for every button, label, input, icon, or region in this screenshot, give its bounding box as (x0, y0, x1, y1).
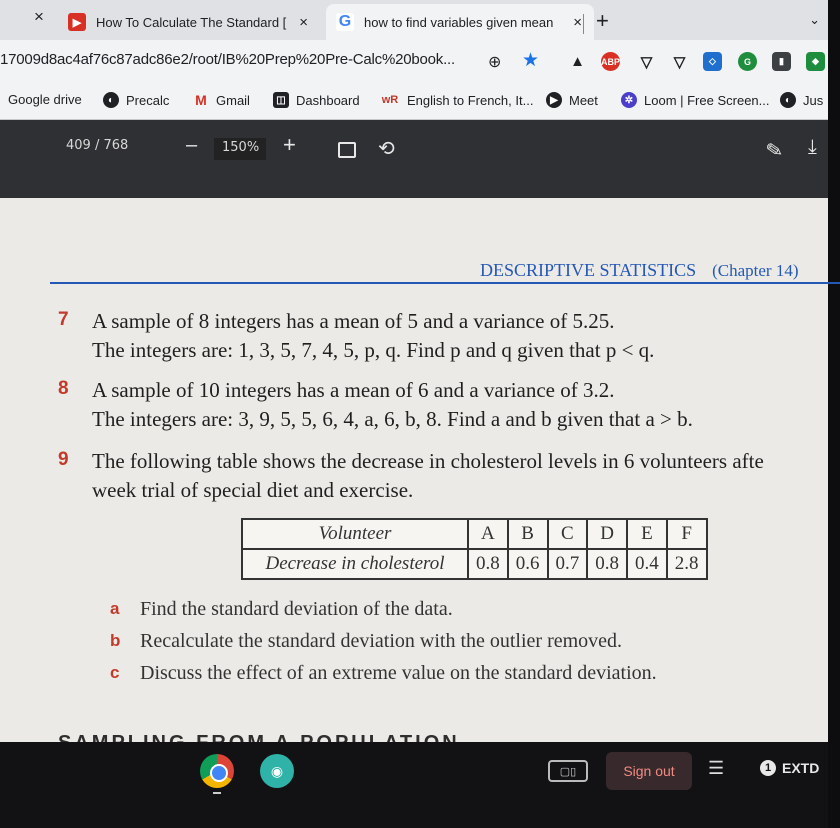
tab-divider (583, 14, 584, 34)
shield-extension-icon[interactable]: ▽ (670, 52, 689, 71)
screen-capture-icon[interactable]: ▢▯ (548, 760, 588, 782)
info-icon: 1 (760, 760, 776, 776)
table-row (242, 519, 707, 549)
table-cell: 0.8 (468, 549, 508, 579)
extd-status[interactable] (760, 760, 819, 776)
question-7-line-2: The integers are: 1, 3, 5, 7, 4, 5, p, q. Find p and q given that p < q. (92, 338, 655, 362)
youtube-icon: ▶ (68, 13, 86, 31)
cholesterol-table (241, 518, 708, 580)
question-9-line-2: week trial of special diet and exercise. (92, 478, 414, 502)
table-cell: 0.8 (587, 549, 627, 579)
subpart-b-text: Recalculate the standard deviation with the outlier removed. (140, 630, 623, 652)
close-icon[interactable]: × (34, 7, 44, 26)
precalc-icon: ◐ (103, 92, 119, 108)
table-row-header: Decrease in cholesterol (242, 549, 468, 579)
meet-icon: ▶ (546, 92, 562, 108)
table-cell: A (468, 519, 508, 549)
question-number: 9 (58, 449, 69, 470)
wordreference-icon: wR (381, 94, 399, 106)
os-shelf (0, 742, 828, 828)
header-rule (50, 282, 840, 284)
bookmark-wordreference[interactable]: wR English to French, It... (381, 92, 534, 108)
table-row (242, 549, 707, 579)
bookmark-loom[interactable]: ✲ Loom | Free Screen... (621, 92, 770, 108)
table-cell: 0.6 (508, 549, 548, 579)
subpart-letter: b (110, 631, 121, 650)
tab-close-icon[interactable]: × (299, 13, 308, 31)
zoom-icon[interactable]: ⊕ (488, 54, 502, 71)
tab-title: How To Calculate The Standard [ (96, 14, 287, 30)
running-indicator (213, 792, 221, 794)
fit-page-icon[interactable] (338, 142, 356, 158)
url-field[interactable]: 17009d8ac4af76c87adc86e2/root/IB%20Prep%20Pre-Calc%20book... (0, 51, 455, 68)
bookmark-google-drive[interactable]: Google drive (8, 92, 82, 107)
tab-find-variables[interactable] (326, 4, 594, 40)
bookmarks-bar (0, 84, 828, 120)
question-7-line-1: A sample of 8 integers has a mean of 5 and a variance of 5.25. (92, 309, 615, 333)
drive-extension-icon[interactable]: ▲ (568, 52, 587, 71)
docs-extension-icon[interactable]: ◇ (703, 52, 722, 71)
bookmark-gmail[interactable]: M Gmail (193, 92, 250, 108)
tab-close-icon[interactable]: × (573, 13, 582, 31)
table-cell: 2.8 (667, 549, 707, 579)
rotate-icon[interactable]: ⟲ (378, 138, 395, 160)
table-cell: D (587, 519, 627, 549)
subpart-a-text: Find the standard deviation of the data. (140, 598, 453, 620)
table-cell: C (548, 519, 588, 549)
new-tab-button[interactable]: + (596, 8, 609, 33)
tab-title: how to find variables given mean (364, 14, 554, 30)
pen-icon[interactable]: ✎ (764, 138, 785, 164)
sign-out-button[interactable]: Sign out (606, 752, 692, 790)
bookmark-precalc[interactable]: ◐ Precalc (103, 92, 169, 108)
subpart-letter: c (110, 663, 120, 682)
bookmark-dashboard[interactable]: ◫ Dashboard (273, 92, 360, 108)
bookmark-jus[interactable]: ◐ Jus (780, 92, 823, 108)
table-cell: F (667, 519, 707, 549)
chrome-app-icon[interactable] (200, 754, 234, 788)
tab-standard-deviation[interactable] (58, 4, 320, 40)
question-8-line-2: The integers are: 3, 9, 5, 5, 6, 4, a, 6, b, 8. Find a and b given that a > b. (92, 407, 693, 431)
bookmark-star-icon[interactable]: ★ (522, 50, 540, 71)
header-chapter: (Chapter 14) (712, 261, 799, 280)
header-title: DESCRIPTIVE STATISTICS (480, 260, 697, 280)
subpart-c-text: Discuss the effect of an extreme value on the standard deviation. (140, 662, 657, 684)
google-icon: G (336, 13, 354, 31)
zoom-out-button[interactable]: – (186, 134, 198, 156)
zoom-in-button[interactable]: + (283, 132, 296, 157)
table-cell: B (508, 519, 548, 549)
page-header (480, 260, 798, 281)
dashboard-icon: ◫ (273, 92, 289, 108)
gmail-icon: M (195, 92, 207, 108)
camera-app-icon[interactable]: ◉ (260, 754, 294, 788)
pdf-toolbar (0, 120, 828, 192)
site-icon: ◐ (780, 92, 796, 108)
table-cell: 0.7 (548, 549, 588, 579)
tab-bar (0, 0, 828, 40)
vpn-extension-icon[interactable]: ▽ (637, 52, 656, 71)
question-8-line-1: A sample of 10 integers has a mean of 6 and a variance of 3.2. (92, 378, 615, 402)
download-icon[interactable]: ⤓ (808, 136, 817, 158)
adblock-extension-icon[interactable]: ABP (601, 52, 620, 71)
question-number: 7 (58, 309, 69, 330)
ime-menu-icon[interactable]: ☰ (708, 758, 725, 778)
grammar-extension-icon[interactable]: G (738, 52, 757, 71)
question-number: 8 (58, 378, 69, 399)
slides-extension-icon[interactable]: ▮ (772, 52, 791, 71)
subpart-letter: a (110, 599, 120, 618)
extd-label: EXTD (782, 760, 820, 776)
table-cell: E (627, 519, 667, 549)
pdf-page (0, 192, 828, 742)
zoom-level-field[interactable]: 150% (214, 138, 266, 160)
page-indicator[interactable]: 409 / 768 (66, 138, 129, 153)
tab-search-chevron-icon[interactable]: ⌄ (809, 12, 820, 27)
table-cell: 0.4 (627, 549, 667, 579)
page-gap (0, 192, 828, 198)
question-9-line-1: The following table shows the decrease in cholesterol levels in 6 volunteers afte (92, 449, 764, 473)
loom-icon: ✲ (621, 92, 637, 108)
address-bar (0, 40, 828, 84)
extension-icon[interactable]: ◆ (806, 52, 825, 71)
bookmark-meet[interactable]: ▶ Meet (546, 92, 598, 108)
table-row-header: Volunteer (242, 519, 468, 549)
